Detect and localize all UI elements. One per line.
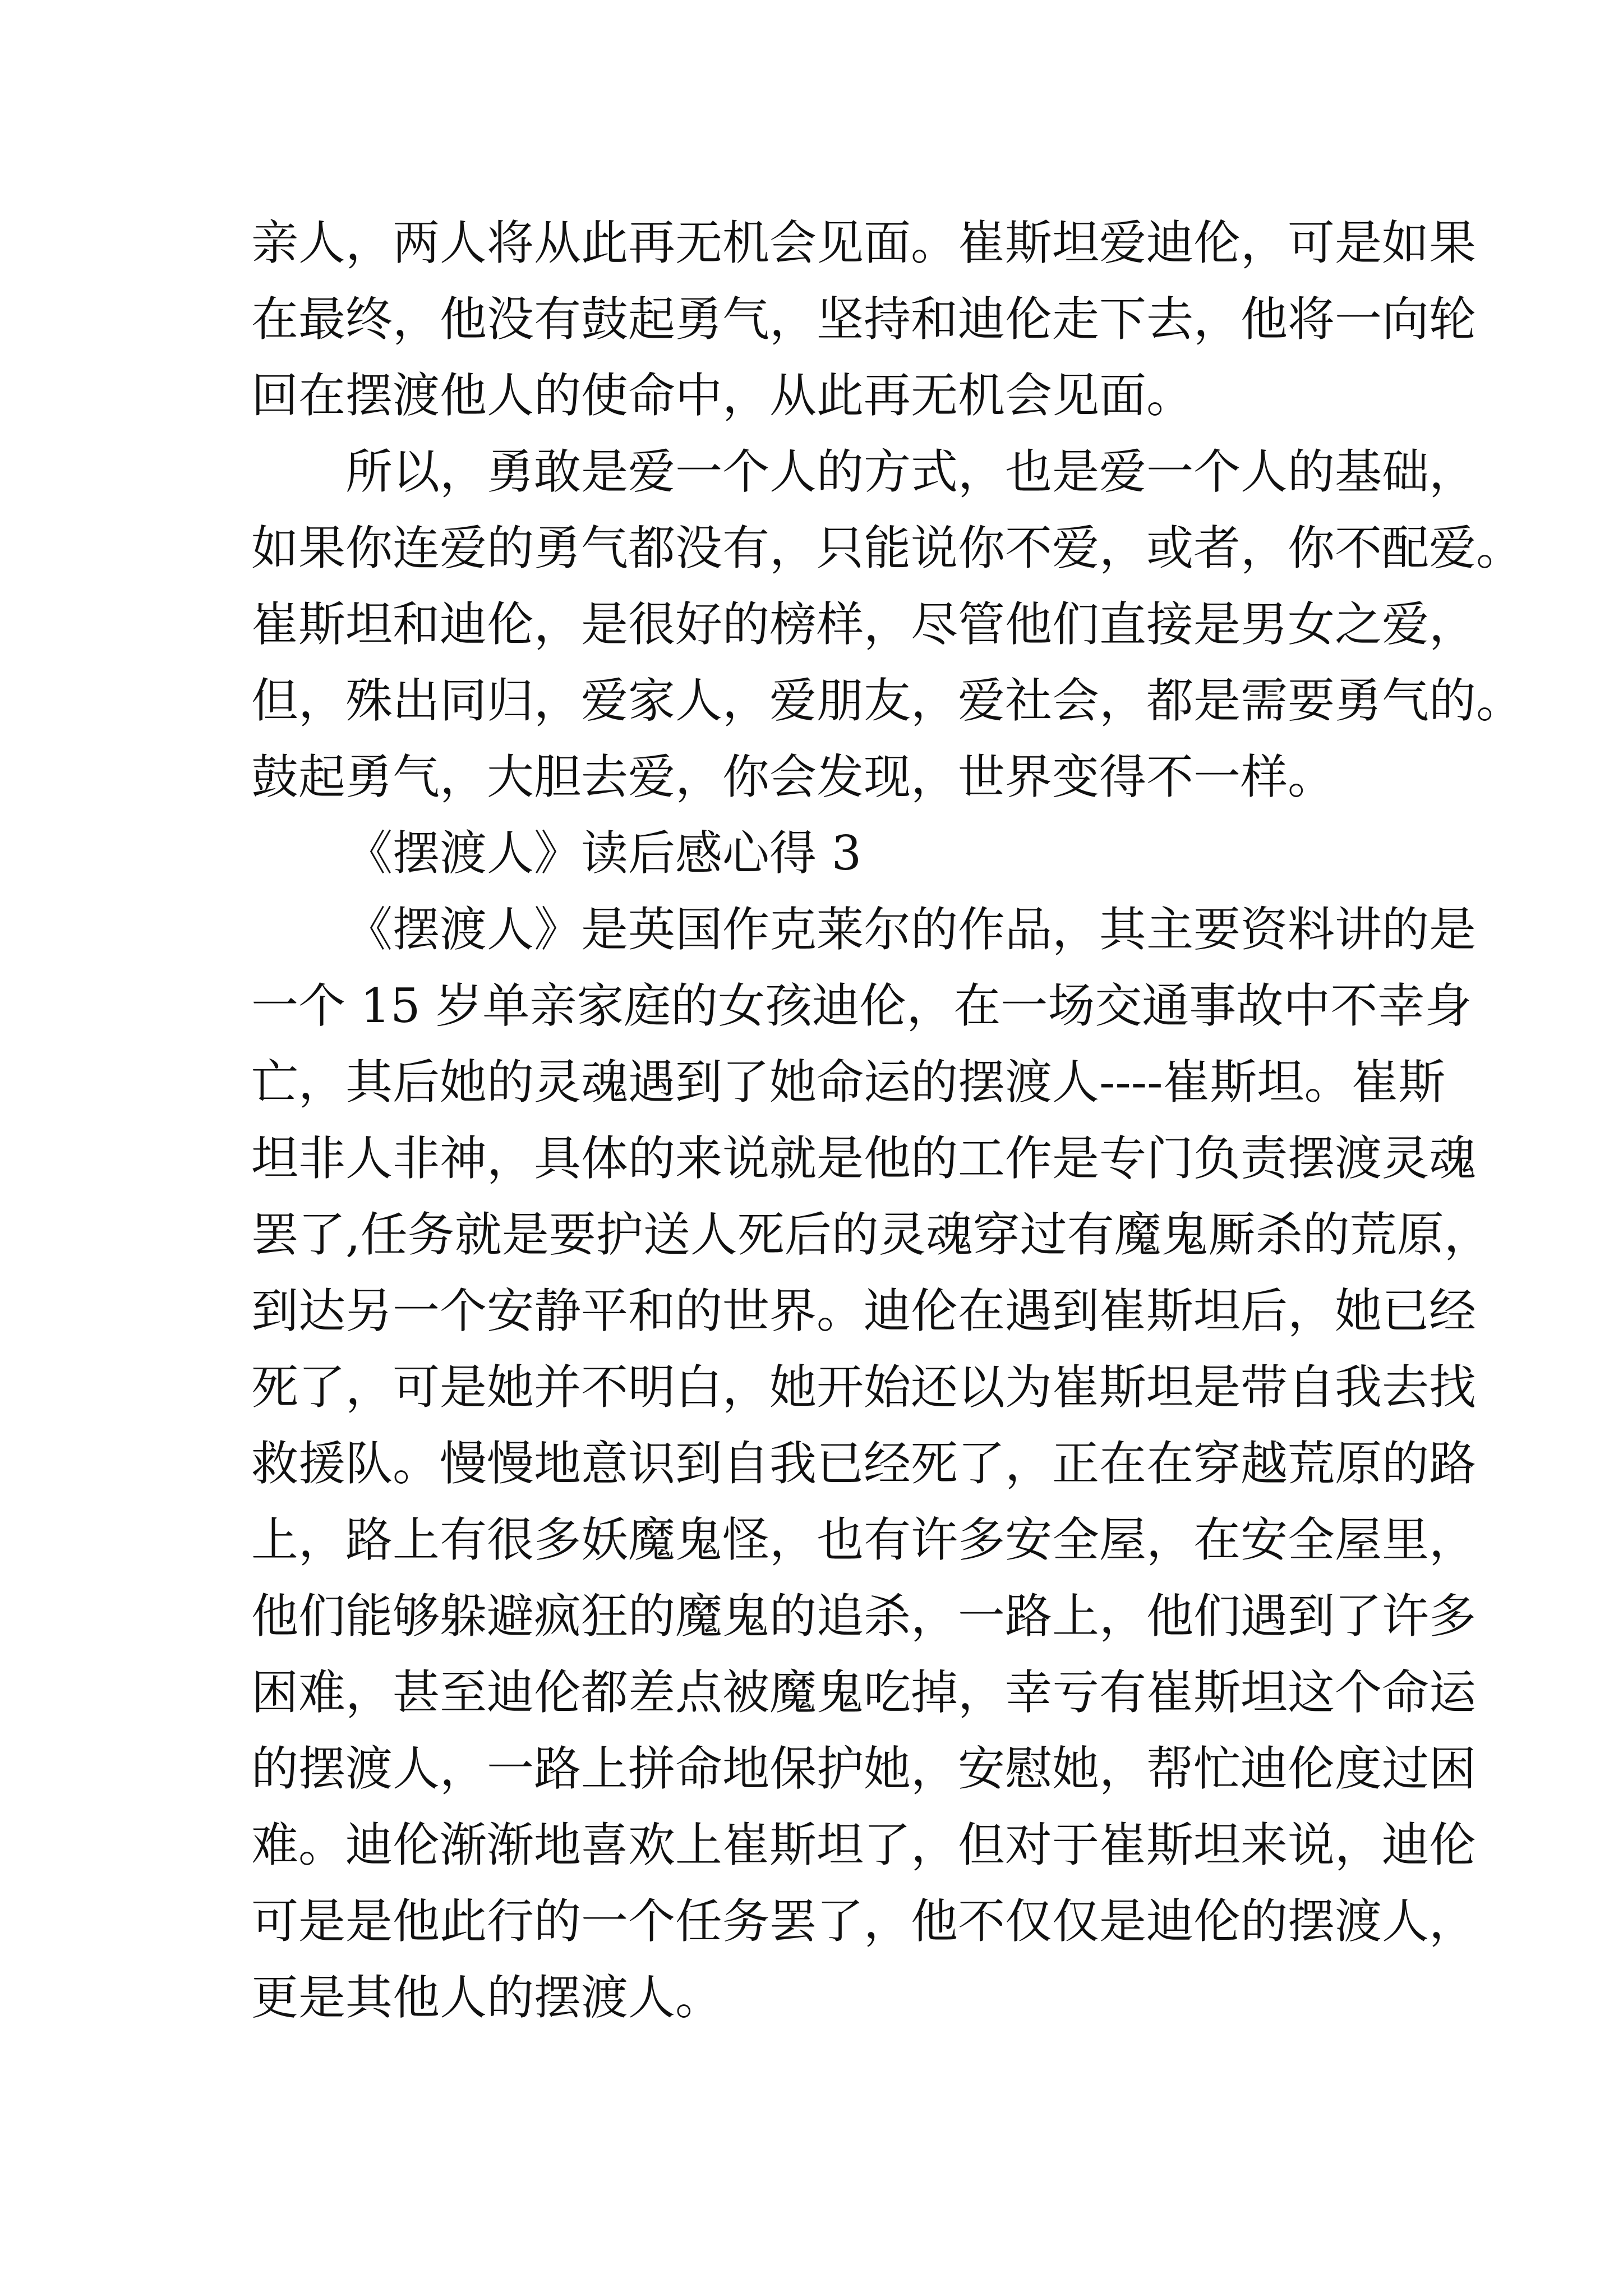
text-line: 救援队。慢慢地意识到自我已经死了，正在在穿越荒原的路 bbox=[251, 1436, 1477, 1491]
text-line: 难。迪伦渐渐地喜欢上崔斯坦了，但对于崔斯坦来说，迪伦 bbox=[251, 1818, 1477, 1872]
text-line: 坦非人非神，具体的来说就是他的工作是专门负责摆渡灵魂 bbox=[251, 1131, 1477, 1186]
text-line: 回在摆渡他人的使命中，从此再无机会见面。 bbox=[251, 368, 1194, 423]
text-line: 可是是他此行的一个任务罢了，他不仅仅是迪伦的摆渡人， bbox=[251, 1894, 1477, 1949]
text-line: 上，路上有很多妖魔鬼怪，也有许多安全屋，在安全屋里， bbox=[251, 1512, 1477, 1567]
text-line: 如果你连爱的勇气都没有，只能说你不爱，或者，你不配爱。 bbox=[251, 521, 1524, 576]
text-line: 到达另一个安静平和的世界。迪伦在遇到崔斯坦后，她已经 bbox=[251, 1283, 1477, 1338]
text-line: 崔斯坦和迪伦，是很好的榜样，尽管他们直接是男女之爱， bbox=[251, 597, 1477, 652]
text-line: 死了，可是她并不明白，她开始还以为崔斯坦是带自我去找 bbox=[251, 1360, 1477, 1415]
text-line: 一个 15 岁单亲家庭的女孩迪伦，在一场交通事故中不幸身 bbox=[251, 978, 1472, 1033]
text-line: 亲人，两人将从此再无机会见面。崔斯坦爱迪伦，可是如果 bbox=[251, 215, 1477, 270]
text-line: 更是其他人的摆渡人。 bbox=[251, 1970, 723, 2025]
text-line: 的摆渡人，一路上拼命地保护她，安慰她，帮忙迪伦度过困 bbox=[251, 1741, 1477, 1796]
text-line: 他们能够躲避疯狂的魔鬼的追杀，一路上，他们遇到了许多 bbox=[251, 1589, 1477, 1644]
body-text bbox=[251, 205, 1524, 2036]
text-line: 困难，甚至迪伦都差点被魔鬼吃掉，幸亏有崔斯坦这个命运 bbox=[251, 1665, 1477, 1720]
text-line: 亡，其后她的灵魂遇到了她命运的摆渡人----崔斯坦。崔斯 bbox=[251, 1055, 1446, 1110]
section-heading: 《摆渡人》读后感心得 3 bbox=[345, 826, 862, 881]
text-line: 所以，勇敢是爱一个人的方式，也是爱一个人的基础， bbox=[345, 444, 1477, 499]
text-line: 罢了,任务就是要护送人死后的灵魂穿过有魔鬼厮杀的荒原， bbox=[251, 1207, 1491, 1262]
text-line: 但，殊出同归，爱家人，爱朋友，爱社会，都是需要勇气的。 bbox=[251, 673, 1524, 728]
text-line: 《摆渡人》是英国作克莱尔的作品，其主要资料讲的是 bbox=[345, 902, 1477, 957]
text-line: 鼓起勇气，大胆去爱，你会发现，世界变得不一样。 bbox=[251, 749, 1335, 804]
text-line: 在最终，他没有鼓起勇气，坚持和迪伦走下去，他将一向轮 bbox=[251, 292, 1477, 347]
